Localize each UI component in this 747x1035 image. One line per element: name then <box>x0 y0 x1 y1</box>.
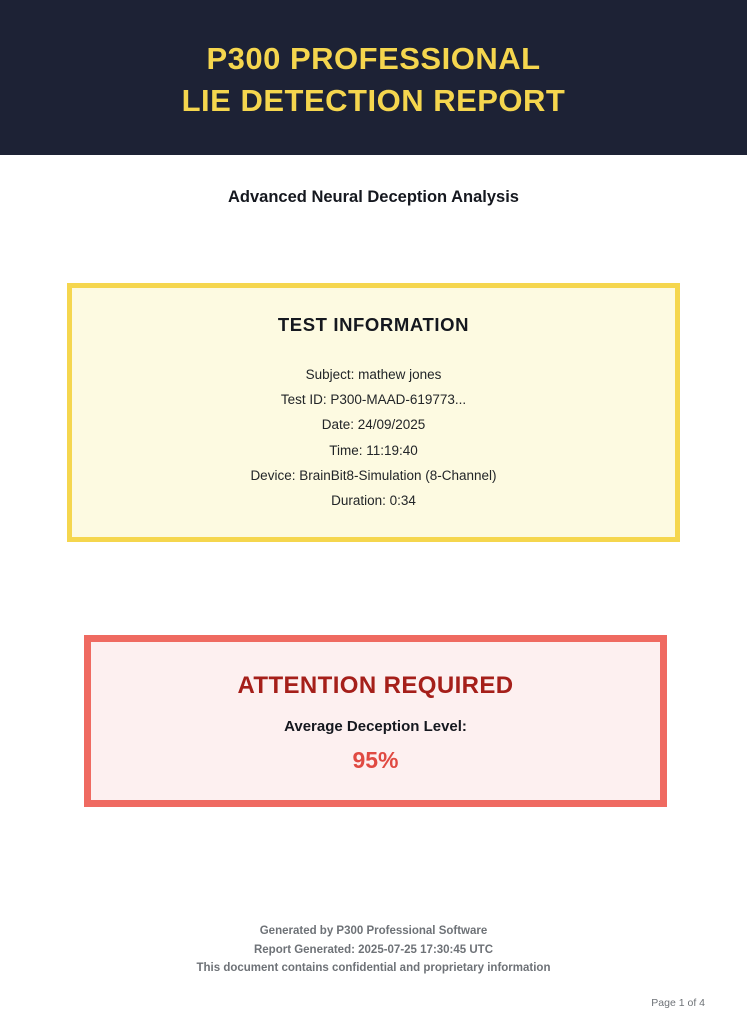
report-title-line-1: P300 PROFESSIONAL <box>206 40 541 76</box>
footer-report-generated: Report Generated: 2025-07-25 17:30:45 UTC <box>253 943 494 956</box>
report-title-line-2: LIE DETECTION REPORT <box>181 82 566 118</box>
report-header-banner <box>0 0 747 155</box>
attention-required-title: ATTENTION REQUIRED <box>237 672 514 699</box>
page-number: Page 1 of 4 <box>651 997 705 1009</box>
test-info-time: Time: 11:19:40 <box>329 442 418 458</box>
test-information-panel <box>67 283 680 542</box>
average-deception-level-label: Average Deception Level: <box>284 718 467 735</box>
test-information-heading: TEST INFORMATION <box>277 314 470 335</box>
average-deception-level-value: 95% <box>352 747 399 773</box>
footer-confidentiality-notice: This document contains confidential and proprietary information <box>196 962 551 975</box>
test-info-test-id: Test ID: P300-MAAD-619773... <box>280 392 467 408</box>
test-info-subject: Subject: mathew jones <box>305 367 442 382</box>
test-info-duration: Duration: 0:34 <box>331 493 416 509</box>
test-info-date: Date: 24/09/2025 <box>321 417 426 433</box>
report-subtitle: Advanced Neural Deception Analysis <box>228 188 519 206</box>
report-footer <box>0 922 747 978</box>
test-info-device: Device: BrainBit8-Simulation (8-Channel) <box>250 467 497 483</box>
attention-required-panel <box>84 635 667 807</box>
footer-generated-by: Generated by P300 Professional Software <box>259 925 488 937</box>
